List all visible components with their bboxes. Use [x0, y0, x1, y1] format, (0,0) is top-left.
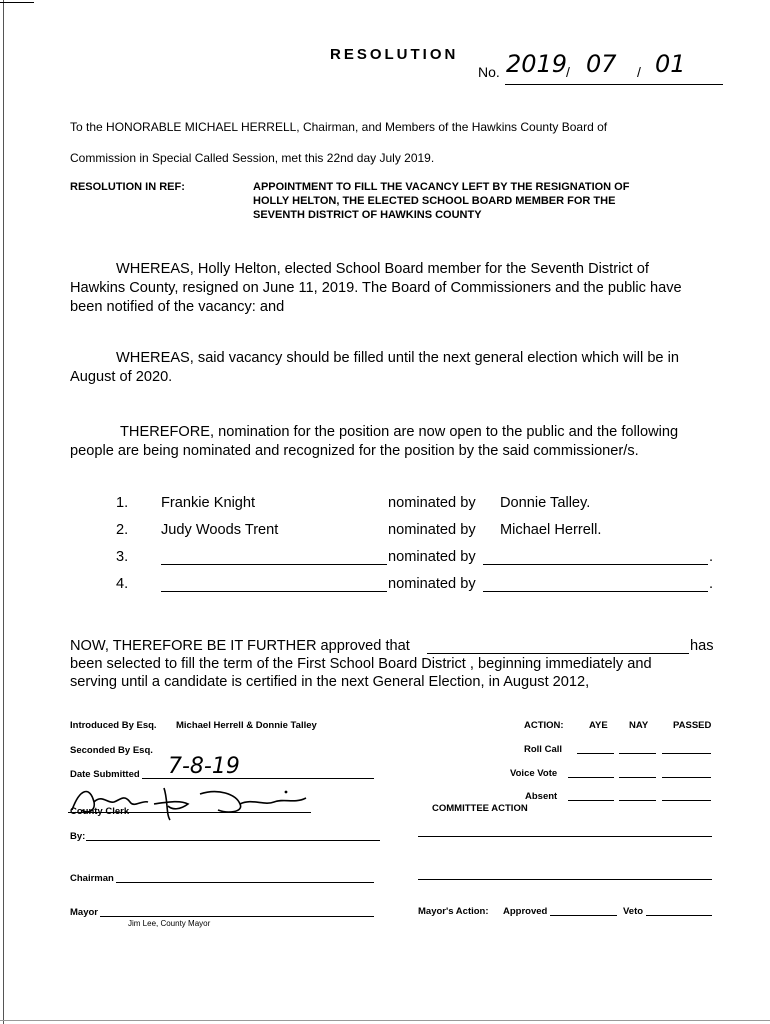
whereas-2-line-2: August of 2020.	[70, 369, 173, 385]
aye-header: AYE	[589, 720, 608, 731]
nominator-blank-line	[483, 564, 708, 565]
veto-label: Veto	[623, 906, 644, 917]
scan-edge-mark	[0, 2, 34, 3]
reference-line-3: SEVENTH DISTRICT OF HAWKINS COUNTY	[253, 209, 482, 221]
nomination-number: 4.	[116, 576, 129, 592]
appointee-blank-line	[427, 653, 689, 654]
nay-header: NAY	[629, 720, 649, 731]
reference-line-1: APPOINTMENT TO FILL THE VACANCY LEFT BY THE RESIGNATION OF	[253, 181, 630, 193]
nominee-name: Judy Woods Trent	[161, 522, 279, 538]
resolution-number-line	[505, 84, 723, 85]
voice-vote-aye-line	[568, 777, 614, 778]
roll-call-nay-line	[619, 753, 656, 754]
mayors-action-label: Mayor's Action:	[418, 906, 489, 917]
nominee-blank-line	[161, 564, 387, 565]
whereas-1-line-1: WHEREAS, Holly Helton, elected School Board member for the Seventh District of	[116, 261, 649, 277]
further-line-2: been selected to fill the term of the First School Board District , beginning immediately and	[70, 656, 652, 672]
nomination-number: 2.	[116, 522, 129, 538]
county-clerk-signature	[68, 780, 318, 828]
nominated-by-label: nominated by	[388, 549, 476, 565]
by-line	[86, 840, 380, 841]
committee-action-line-1	[418, 836, 712, 837]
mayor-line	[100, 916, 374, 917]
further-line-3: serving until a candidate is certified in the next General Election, in August 2012,	[70, 674, 590, 690]
nominee-name: Frankie Knight	[161, 495, 256, 511]
introduced-label: Introduced By Esq.	[70, 720, 157, 731]
whereas-1-line-3: been notified of the vacancy: and	[70, 299, 285, 315]
by-label: By:	[70, 831, 86, 842]
resolution-number-month: 07	[586, 50, 617, 78]
nominee-blank-line	[161, 591, 387, 592]
nomination-number: 1.	[116, 495, 129, 511]
introduced-value: Michael Herrell & Donnie Talley	[176, 720, 317, 731]
nominated-by-label: nominated by	[388, 576, 476, 592]
chairman-line	[116, 882, 374, 883]
mayor-name: Jim Lee, County Mayor	[128, 919, 211, 928]
date-submitted-label: Date Submitted	[70, 769, 140, 780]
voice-vote-label: Voice Vote	[510, 768, 558, 779]
absent-aye-line	[568, 800, 614, 801]
roll-call-aye-line	[577, 753, 614, 754]
therefore-line-2: people are being nominated and recognized for the position by the said commissioner/s.	[70, 443, 639, 459]
approved-line	[550, 915, 617, 916]
chairman-label: Chairman	[70, 873, 114, 884]
veto-line	[646, 915, 712, 916]
document-title: RESOLUTION	[330, 46, 459, 63]
resolution-number-separator: /	[637, 64, 641, 80]
mayor-label: Mayor	[70, 907, 98, 918]
scan-edge-line	[3, 0, 4, 1024]
seconded-label: Seconded By Esq.	[70, 745, 153, 756]
address-line-2: Commission in Special Called Session, met this 22nd day July 2019.	[70, 151, 435, 165]
committee-action-label: COMMITTEE ACTION	[432, 803, 528, 814]
absent-label: Absent	[525, 791, 558, 802]
date-submitted-handwritten: 7-8-19	[168, 754, 240, 779]
committee-action-line-2	[418, 879, 712, 880]
nominator-name: Michael Herrell.	[500, 522, 602, 538]
resolution-number-seq: 01	[655, 50, 686, 78]
nominated-by-label: nominated by	[388, 522, 476, 538]
scan-bottom-edge	[0, 1020, 770, 1021]
whereas-1-line-2: Hawkins County, resigned on June 11, 2019. The Board of Commissioners and the public have	[70, 280, 682, 296]
resolution-number-separator: /	[566, 64, 570, 80]
resolution-number-label: No.	[478, 64, 500, 80]
action-label: ACTION:	[524, 720, 564, 731]
whereas-2-line-1: WHEREAS, said vacancy should be filled until the next general election which will be in	[116, 350, 679, 366]
nominator-name: Donnie Talley.	[500, 495, 591, 511]
absent-passed-line	[662, 800, 711, 801]
approved-label: Approved	[503, 906, 548, 917]
nominator-blank-line	[483, 591, 708, 592]
further-line-1a: NOW, THEREFORE BE IT FURTHER approved that	[70, 638, 410, 654]
roll-call-label: Roll Call	[524, 744, 563, 755]
address-line-1: To the HONORABLE MICHAEL HERRELL, Chairman, and Members of the Hawkins County Board of	[70, 120, 608, 134]
further-line-1b: has	[690, 638, 714, 654]
county-clerk-label: County Clerk	[70, 806, 130, 817]
line-end-period: .	[709, 576, 714, 592]
nomination-number: 3.	[116, 549, 129, 565]
voice-vote-passed-line	[662, 777, 711, 778]
line-end-period: .	[709, 549, 714, 565]
nominated-by-label: nominated by	[388, 495, 476, 511]
therefore-line-1: THEREFORE, nomination for the position are now open to the public and the following	[120, 424, 679, 440]
voice-vote-nay-line	[619, 777, 656, 778]
absent-nay-line	[619, 800, 656, 801]
reference-label: RESOLUTION IN REF:	[70, 181, 185, 193]
roll-call-passed-line	[662, 753, 711, 754]
resolution-number-year: 2019	[506, 50, 568, 78]
reference-line-2: HOLLY HELTON, THE ELECTED SCHOOL BOARD MEMBER FOR THE	[253, 195, 616, 207]
passed-header: PASSED	[673, 720, 712, 731]
